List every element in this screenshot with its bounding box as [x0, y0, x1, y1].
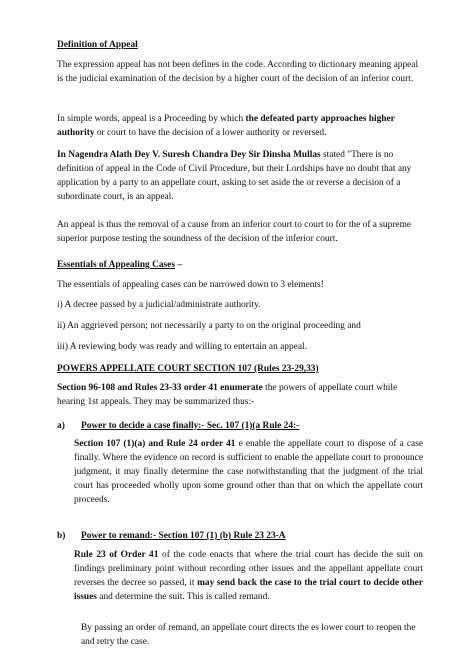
heading-label: b): [57, 531, 66, 541]
paragraph-order-of-remand: By passing an order of remand, an appellate court directs the es lower court to reopen the and retry the case.: [81, 623, 416, 647]
paragraph-section-96-108: [57, 381, 423, 409]
heading-essentials: [57, 258, 423, 272]
list-item-reviewing-body: iii) A reviewing body was ready and willing to entertain an appeal.: [57, 342, 307, 352]
heading-label: a): [57, 421, 65, 431]
list-item-decree: i) A decree passed by a judicial/administrate authority.: [57, 300, 261, 310]
paragraph-nagendra-case: [57, 148, 423, 204]
bold-text-run: Section 96-108 and Rules 23-33 order 41 enumerate: [57, 383, 263, 393]
paragraph-section-107-1a: [74, 437, 423, 507]
list-item-aggrieved-person: ii) An aggrieved person; not necessarily a party to on the original proceeding and: [57, 321, 361, 331]
bold-text-run: Rule 23 of Order 41: [74, 550, 159, 560]
text-run: or court to have the decision of a lower authority or reversed.: [94, 128, 327, 138]
text-run: stated "There is no definition of appeal in the Code of Civil Procedure, but their Lordships have no doubt that any application by a party to an appellate court, asking to set aside the or reverse a decision of a subordinate court, is an appeal.: [57, 150, 412, 202]
heading-essentials-text: Essentials of Appealing Cases: [57, 260, 175, 270]
case-name: In Nagendra Alath Dey V. Suresh Chandra Dey Sir Dinsha Mullas: [57, 150, 321, 160]
text-run: and determine the suit. This is called remand.: [96, 592, 270, 602]
heading-powers-appellate-court: POWERS APPELLATE COURT SECTION 107 (Rules 23-29,33): [57, 364, 319, 374]
paragraph-appeal-expression: The expression appeal has not been defines in the code. According to dictionary meaning appeal is the judicial examination of the decision by a higher court of the decision of an inferior court.: [57, 60, 419, 84]
paragraph-removal-of-cause: An appeal is thus the removal of a cause from an inferior court to court to for the of a supreme superior purpose testing the soundness of the decision of the inferior court.: [57, 220, 412, 244]
text-run: of the code enacts that where the trial court has decide the suit on findings preliminary point without recording other issues and the appellant appellate court reverses the decree so passed, it: [74, 550, 423, 588]
text-run: In simple words, appeal is a Proceeding by which: [57, 114, 246, 124]
bold-text-run: Section 107 (1)(a) and Rule 24 order 41: [74, 439, 236, 449]
paragraph-rule-23-order-41: [74, 548, 423, 604]
heading-text: Power to remand:- Section 107 (1) (b) Rule 23 23-A: [81, 531, 286, 541]
bold-text-run: the defeated party approaches higher authority: [57, 114, 395, 138]
text-run: e enable the appellate court to dispose of a case finally. Where the evidence on record is sufficient to enable the appellate court to pronounce judgment, it may finally determine the case notwithstanding that the judgment of the trial court has proceeded wholly upon some ground other than that on which the appellate court proceeds.: [74, 439, 424, 505]
heading-essentials-dash: –: [175, 260, 183, 270]
heading-text: Power to decide a case finally:- Sec. 107 (1)(a Rule 24:-: [81, 421, 300, 431]
paragraph-simple-words: [57, 112, 423, 140]
text-run: the powers of appellate court while hearing 1st appeals. They may be summarized thus:-: [57, 383, 398, 407]
heading-definition-of-appeal: Definition of Appeal: [57, 40, 138, 50]
paragraph-essentials-intro: The essentials of appealing cases can be narrowed down to 3 elements!: [57, 280, 324, 290]
bold-text-run: may send back the case to the trial court to decide other issues: [74, 578, 423, 602]
